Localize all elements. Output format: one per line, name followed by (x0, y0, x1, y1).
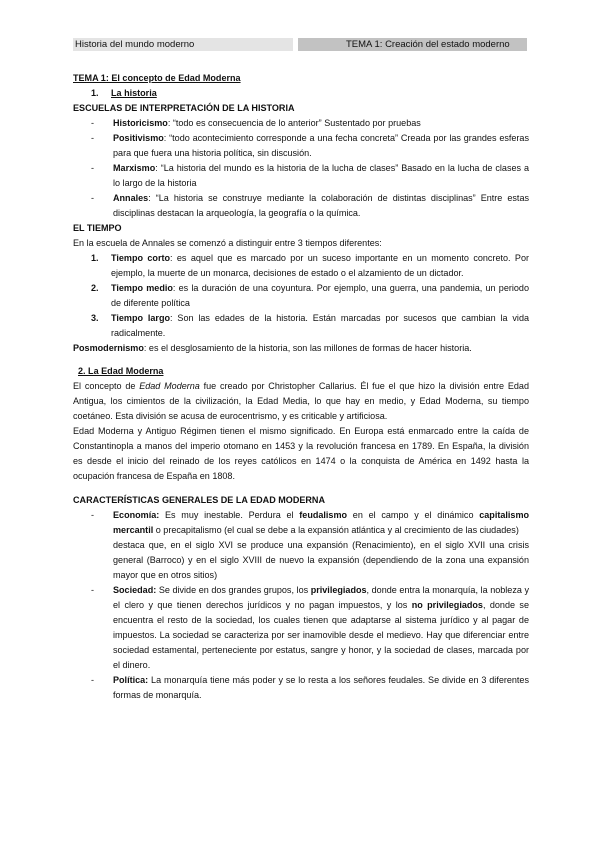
caracteristicas-heading: CARACTERÍSTICAS GENERALES DE LA EDAD MODERNA (73, 495, 325, 505)
escuela-text: : “La historia se construye mediante la colaboración de distintas disciplinas” Entre estas disciplinas destacan la arqueología, la geografía o la química. (113, 193, 529, 218)
section2-title: 2. La Edad Moderna (78, 366, 164, 376)
tiempo-text: : es la duración de una coyuntura. Por ejemplo, una guerra, una pandemia, un periodo de diferente política (111, 283, 529, 308)
tiempo-heading: EL TIEMPO (73, 223, 122, 233)
escuela-term: Annales (113, 193, 149, 203)
escuela-term: Marxismo (113, 163, 156, 173)
escuela-text: : “todo acontecimiento corresponde a una fecha concreta” Creada por las grandes esferas para que fuera una historia política, sin discusión. (113, 133, 529, 158)
posmodernismo-paragraph (73, 341, 529, 356)
caracteristica-politica: - Política: La monarquía tiene más poder y se lo resta a los señores feudales. Se divide en 3 diferentes formas de monarquía. (91, 675, 529, 700)
tiempo-term: Tiempo medio (111, 283, 173, 293)
section1-number: 1. (91, 88, 99, 98)
tiempo-term: Tiempo corto (111, 253, 170, 263)
section2-paragraph-2: Edad Moderna y Antiguo Régimen tienen el mismo significado. En Europa está enmarcado entre la caída de Constantinopla a manos del imperio otomano en 1453 y la revolución francesa en 1789. En España, la división es desde el inicio del reinado de los reyes católicos en 1474 o la conquista de América en 1492 hasta la ocupación francesa de España en 1808. (73, 426, 529, 481)
edad-moderna-emphasis: Edad Moderna (139, 381, 200, 391)
section2-paragraph-1: El concepto de Edad Moderna fue creado por Christopher Callarius. Él fue el que hizo la división entre Edad Antigua, los cimientos de la civilización, la Edad Media, lo que hay en medio, y Edad Moderna, su tiempo coetáneo. Esta división se acusa de eurocentrismo, y es criticable y artificiosa. (73, 381, 529, 421)
tiempo-text: : es aquel que es marcado por un suceso importante en un momento concreto. Por ejemplo, la muerte de un monarca, decisiones de estado o el alzamiento de un dictador. (111, 253, 529, 278)
escuela-item: - Positivismo: “todo acontecimiento corresponde a una fecha concreta” Creada por las grandes esferas para que fuera una historia política, sin discusión. (91, 133, 529, 158)
posmodernismo-term: Posmodernismo (73, 343, 144, 353)
section1-title (73, 86, 529, 101)
tiempo-text: : Son las edades de la historia. Están marcadas por sucesos que cambian la vida radicalmente. (111, 313, 530, 338)
escuela-text: : “todo es consecuencia de lo anterior” Sustentado por pruebas (167, 118, 421, 128)
header-topic-title: TEMA 1: Creación del estado moderno (298, 38, 527, 51)
escuela-term: Historicismo (113, 118, 168, 128)
tiempo-item: 1. Tiempo corto: es aquel que es marcado por un suceso importante en un momento concreto. Por ejemplo, la muerte de un monarca, decisiones de estado o el alzamiento de un dictador. (91, 253, 529, 278)
posmodernismo-text: : es el desglosamiento de la historia, son las millones de formas de hacer historia. (143, 343, 472, 353)
section1-title-text: La historia (111, 88, 157, 98)
header-course-title: Historia del mundo moderno (73, 38, 293, 51)
tiempo-term: Tiempo largo (111, 313, 171, 323)
caracteristica-economia: - Economía: Es muy inestable. Perdura el feudalismo en el campo y el dinámico capitalismo mercantil o precapitalismo (el cual se debe a la expansión atlántica y al crecimiento de las ciudades) destaca que, en el siglo XVI se produce una expansión (Renacimiento), en el siglo XVII una crisis general (Barroco) y en el siglo XVIII de nuevo la expansión (dependiendo de la zona una expansión mayor que en otros sitios) (73, 508, 529, 583)
escuelas-heading: ESCUELAS DE INTERPRETACIÓN DE LA HISTORIA (73, 103, 295, 113)
document-body (73, 71, 529, 703)
escuela-item: - Annales: “La historia se construye mediante la colaboración de distintas disciplinas” Entre estas disciplinas destacan la arqueología, la geografía o la química. (91, 193, 529, 218)
escuela-text: : “La historia del mundo es la historia de la lucha de clases” Basado en la lucha de clases a lo largo de la historia (113, 163, 529, 188)
tiempo-item: 2. Tiempo medio: es la duración de una coyuntura. Por ejemplo, una guerra, una pandemia, un periodo de diferente política (91, 283, 529, 308)
tema-title: TEMA 1: El concepto de Edad Moderna (73, 73, 241, 83)
tiempo-item: 3. Tiempo largo: Son las edades de la historia. Están marcadas por sucesos que cambian la vida radicalmente. (91, 313, 530, 338)
page-header (73, 38, 527, 51)
escuela-term: Positivismo (113, 133, 164, 143)
escuela-item: - Historicismo: “todo es consecuencia de lo anterior” Sustentado por pruebas (91, 118, 421, 128)
tiempo-intro: En la escuela de Annales se comenzó a distinguir entre 3 tiempos diferentes: (73, 238, 382, 248)
escuela-item: - Marxismo: “La historia del mundo es la historia de la lucha de clases” Basado en la lucha de clases a lo largo de la historia (91, 163, 529, 188)
caracteristica-sociedad: - Sociedad: Se divide en dos grandes grupos, los privilegiados, donde entra la monarquía, la nobleza y el clero y que tienen derechos jurídicos y no pagan impuestos, y los no privilegiados, donde se encuentra el resto de la sociedad, los cuales tienen que adaptarse al sistema jurídico y al pagar de impuestos. La sociedad se caracteriza por ser inamovible desde el medievo. Hay que diferenciar entre sociedad estamental, perteneciente por estatus, sangre y honor, y la sociedad de clases, marcada por el dinero. (91, 585, 529, 670)
economia-continuation: destaca que, en el siglo XVI se produce una expansión (Renacimiento), en el siglo XVII una crisis general (Barroco) y en el siglo XVIII de nuevo la expansión (dependiendo de la zona una expansión mayor que en otros sitios) (113, 540, 529, 580)
